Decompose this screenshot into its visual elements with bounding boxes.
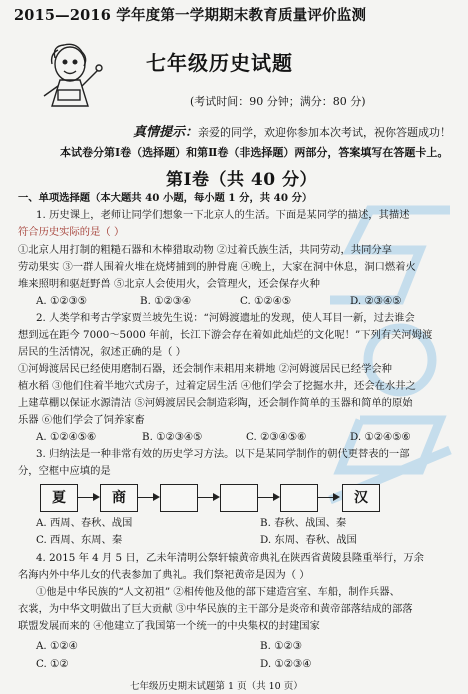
chain-box-shang: 商 [100,484,138,512]
q3-option-b: B. 春秋、战国、秦 [260,517,347,529]
q1-line1: 1. 历史课上，老师让同学们想象一下北京人的生活。下面是某同学的描述，其描述 [36,209,410,221]
cartoon-mascot [30,40,110,116]
q4-option-d: D. ①②③④ [260,658,312,670]
q4-option-a: A. ①②④ [36,640,78,652]
watermark-logo [300,190,468,520]
section-heading: 一、单项选择题（本大题共 40 小题，每小题 1 分，共 40 分） [18,192,313,204]
q2-option-c: C. ②③④⑤⑥ [246,431,307,443]
q2-option-b: B. ①②③④⑤ [142,431,203,443]
q4-line4: 衣裳，为中华文明做出了巨大贡献 ③中华民族的主干部分是炎帝和黄帝部落结成的部落 [18,603,413,615]
q1-option-c: C. ①②④⑤ [240,295,291,307]
q1-line5: 堆来照明和驱赶野兽 ⑤北京人会使用火，会管理火，还会保存火种 [18,278,320,290]
q3-line2: 分，空框中应填的是 [18,465,111,477]
q1-line2: 符合历史实际的是（ ） [18,226,125,238]
q2-line5: 植水稻 ③他们住着半地穴式房子，过着定居生活 ④他们学会了挖掘水井，还会在水井之 [18,380,416,392]
arrow-icon [198,497,218,498]
q2-option-a: A. ①②④⑤⑥ [36,431,97,443]
arrow-icon [138,497,158,498]
q4-line3: ①他是中华民族的“人文初祖” ②相传他及他的部下建造宫室、车船，制作兵器、 [36,586,400,598]
q3-option-c: C. 西周、东周、秦 [36,534,123,546]
q4-option-c: C. ①② [36,658,69,670]
exam-title: 七年级历史试题 [146,51,293,75]
q1-option-a: A. ①②③⑤ [36,295,87,307]
q4-line2: 名海内外中华儿女的代表参加了典礼。我们祭祀黄帝是因为（ ） [18,569,310,581]
q1-option-b: B. ①②③④ [140,295,192,307]
chain-blank-box [280,484,318,512]
tip-text: 亲爱的同学，欢迎你参加本次考试，祝你答题成功！ [198,126,452,139]
q3-line1: 3. 归纳法是一种非常有效的历史学习方法。以下是某同学制作的朝代更替表的一部 [36,448,410,460]
tip-line [133,121,451,140]
chain-box-xia: 夏 [40,484,78,512]
q4-line5: 联盟发展而来的 ④他建立了我国第一个统一的中央集权的封建国家 [18,620,320,632]
arrow-icon [258,497,278,498]
q2-line3: 居民的生活情况，叙述正确的是（ ） [18,346,187,358]
page-footer: 七年级历史期末试题第 1 页（共 10 页） [130,681,303,692]
exam-header: 2015—2016 学年度第一学期期末教育质量评价监测 [14,7,367,24]
q2-line1: 2. 人类学和考古学家贾兰坡先生说：“河姆渡遗址的发现，使人耳目一新，过去谁会 [36,312,415,324]
arrow-icon [318,497,338,498]
q2-option-d: D. ①②④⑤⑥ [350,431,411,443]
tip-label: 真情提示： [133,125,199,140]
q2-line6: 上建草棚以保证水源清洁 ⑤河姆渡居民会制造彩陶，还会制作简单的玉器和简单的原始 [18,397,413,409]
q3-option-a: A. 西周、春秋、战国 [36,517,133,529]
q1-line4: 劳动果实 ③一群人围着火堆在烧烤捕到的肿骨鹿 ④晚上，大家在洞中休息，洞口燃着火 [18,261,416,273]
q4-option-b: B. ①②③ [260,640,302,652]
chain-blank-box [160,484,198,512]
q2-line4: ①河姆渡居民已经使用磨制石器，还会制作耒耜用来耕地 ②河姆渡居民已经学会种 [18,363,392,375]
exam-info: (考试时间：90 分钟；满分：80 分) [190,95,366,108]
arrow-icon [78,497,98,498]
q2-line7: 乐器 ⑥他们学会了饲养家畜 [18,414,145,426]
part1-title: 第Ⅰ卷（共 40 分） [166,170,317,190]
q1-line3: ①北京人用打制的粗糙石器和木棒猎取动物 ②过着氏族生活，共同劳动，共同分享 [18,244,392,256]
q3-option-d: D. 东周、春秋、战国 [260,534,357,546]
q2-line2: 想到远在距今 7000～5000 年前，长江下游会存在着如此灿烂的文化呢！”下列有关河姆渡 [18,329,433,341]
q4-line1: 4. 2015 年 4 月 5 日，乙未年清明公祭轩辕黄帝典礼在陕西省黄陵县隆重举行，万余 [36,552,424,564]
chain-box-han: 汉 [342,484,380,512]
q1-option-d: D. ②③④⑤ [350,295,402,307]
chain-blank-box [220,484,258,512]
paper-note: 本试卷分第Ⅰ卷（选择题）和第Ⅱ卷（非选择题）两部分，答案填写在答题卡上。 [60,146,449,159]
